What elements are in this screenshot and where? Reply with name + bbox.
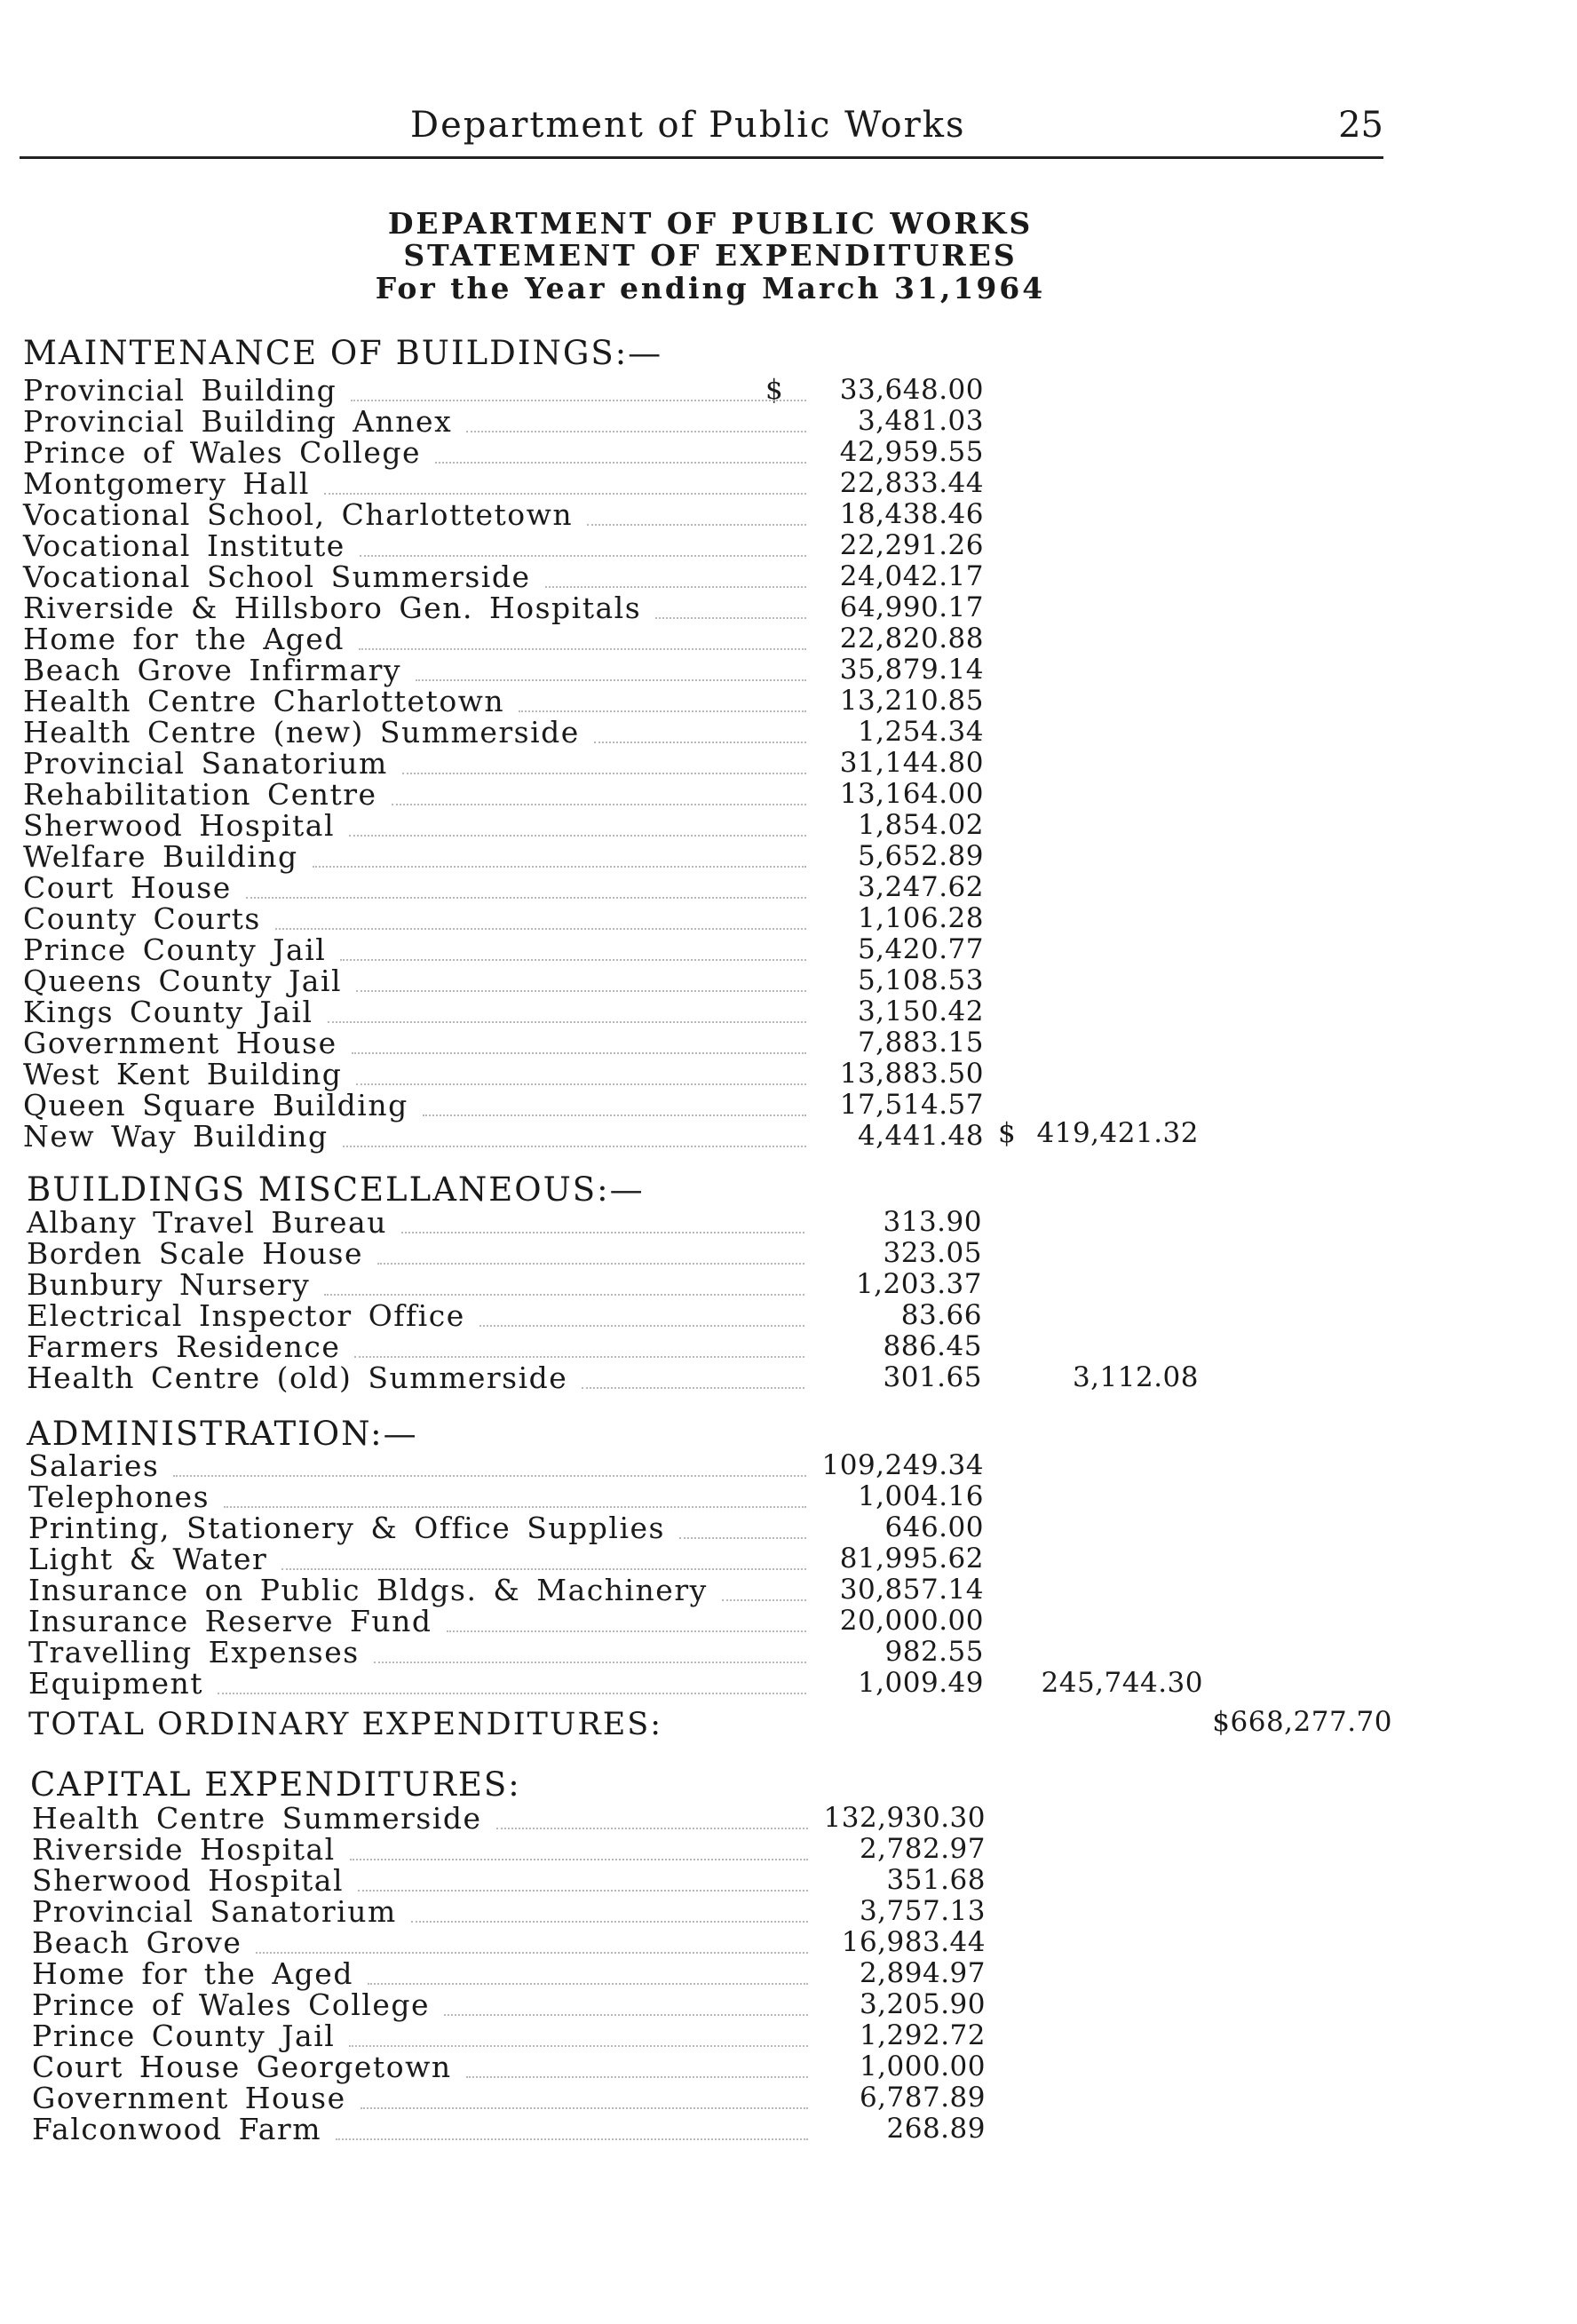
maintenance-item-amount: 42,959.55 <box>839 436 984 468</box>
dot-leader <box>360 555 806 557</box>
admin-item-amount: 646.00 <box>884 1511 984 1543</box>
dot-leader <box>350 1859 808 1860</box>
admin-row <box>0 1512 1577 1543</box>
capital-item-amount: 351.68 <box>886 1864 986 1896</box>
dot-leader <box>349 2045 808 2047</box>
maintenance-row <box>0 592 1577 623</box>
dot-leader <box>444 2014 808 2016</box>
page-number: 25 <box>1338 105 1383 146</box>
misc-item-label: Health Centre (old) Summerside <box>27 1360 568 1395</box>
misc-item-amount: 886.45 <box>883 1330 982 1362</box>
admin-row <box>0 1637 1577 1668</box>
capital-row <box>0 1927 1577 1958</box>
maintenance-item-amount: 4,441.48 <box>857 1120 984 1152</box>
capital-row <box>0 1896 1577 1927</box>
capital-row <box>0 2114 1577 2145</box>
admin-row <box>0 1668 1577 1699</box>
misc-row <box>0 1362 1577 1393</box>
title-line-statement: STATEMENT OF EXPENDITURES <box>403 238 1018 273</box>
maintenance-row <box>0 561 1577 592</box>
maintenance-row <box>0 1090 1577 1121</box>
maintenance-item-label: Queens County Jail <box>23 964 343 998</box>
dot-leader <box>416 679 806 681</box>
maintenance-row <box>0 654 1577 686</box>
maintenance-item-amount: 5,108.53 <box>857 964 984 996</box>
maintenance-item-label: Kings County Jail <box>23 995 313 1029</box>
maintenance-item-amount: 22,833.44 <box>839 467 984 499</box>
maintenance-item-amount: 22,291.26 <box>839 529 984 561</box>
maintenance-row <box>0 1059 1577 1090</box>
maintenance-item-amount: 3,481.03 <box>857 405 984 437</box>
maintenance-row <box>0 623 1577 654</box>
admin-item-amount: 81,995.62 <box>839 1543 984 1574</box>
maintenance-row <box>0 1027 1577 1059</box>
admin-row <box>0 1574 1577 1606</box>
capital-item-amount: 3,205.90 <box>859 1988 986 2020</box>
maintenance-item-amount: 64,990.17 <box>839 591 984 623</box>
maintenance-subtotal-dollar: $ <box>998 1117 1016 1149</box>
dot-leader <box>354 1356 804 1358</box>
maintenance-item-amount: 13,883.50 <box>839 1058 984 1090</box>
admin-item-label: Salaries <box>28 1448 160 1483</box>
maintenance-item-label: Prince County Jail <box>23 932 327 967</box>
maintenance-row <box>0 903 1577 934</box>
maintenance-item-amount: 3,247.62 <box>857 871 984 903</box>
maintenance-item-amount: 13,210.85 <box>839 685 984 717</box>
admin-item-amount: 982.55 <box>884 1636 984 1668</box>
capital-row <box>0 2082 1577 2114</box>
dot-leader <box>402 773 806 774</box>
capital-item-amount: 132,930.30 <box>823 1802 986 1834</box>
maintenance-row <box>0 934 1577 965</box>
dot-leader <box>377 1263 804 1265</box>
dot-leader <box>313 866 806 868</box>
maintenance-item-amount: 17,514.57 <box>839 1089 984 1121</box>
misc-item-amount: 313.90 <box>883 1206 982 1238</box>
maintenance-subtotal: 419,421.32 <box>1036 1117 1199 1149</box>
maintenance-item-label: Health Centre Charlottetown <box>23 684 505 718</box>
capital-item-label: Prince of Wales College <box>32 1987 431 2022</box>
running-header <box>20 105 1383 158</box>
dot-leader <box>435 462 806 464</box>
dot-leader <box>281 1568 806 1570</box>
misc-item-label: Albany Travel Bureau <box>27 1205 387 1240</box>
misc-row <box>0 1238 1577 1269</box>
misc-item-label: Farmers Residence <box>27 1329 341 1364</box>
maintenance-row <box>0 530 1577 561</box>
dot-leader <box>340 959 806 961</box>
maintenance-item-amount: 31,144.80 <box>839 747 984 779</box>
maintenance-item-label: Queen Square Building <box>23 1088 408 1122</box>
maintenance-item-amount: 13,164.00 <box>839 778 984 810</box>
admin-row <box>0 1481 1577 1512</box>
maintenance-item-label: Government House <box>23 1026 337 1060</box>
capital-item-amount: 2,782.97 <box>859 1833 986 1865</box>
capital-item-label: Provincial Sanatorium <box>32 1894 397 1929</box>
admin-item-label: Insurance on Public Bldgs. & Machinery <box>28 1573 708 1607</box>
maintenance-item-amount: 7,883.15 <box>857 1027 984 1059</box>
maintenance-item-label: Vocational School, Charlottetown <box>23 497 574 532</box>
capital-row <box>0 1958 1577 1989</box>
admin-item-label: Insurance Reserve Fund <box>28 1604 432 1638</box>
capital-item-amount: 6,787.89 <box>859 2082 986 2114</box>
misc-item-label: Bunbury Nursery <box>27 1267 311 1302</box>
maintenance-item-label: Court House <box>23 870 232 905</box>
dot-leader <box>224 1506 806 1508</box>
misc-item-label: Borden Scale House <box>27 1236 363 1271</box>
admin-item-amount: 30,857.14 <box>839 1574 984 1606</box>
capital-item-amount: 1,292.72 <box>859 2019 986 2051</box>
maintenance-item-amount: 1,854.02 <box>857 809 984 841</box>
misc-subtotal: 3,112.08 <box>1072 1361 1199 1393</box>
misc-row <box>0 1300 1577 1331</box>
dot-leader <box>401 1232 804 1233</box>
capital-item-amount: 3,757.13 <box>859 1895 986 1927</box>
maintenance-item-amount: 3,150.42 <box>857 995 984 1027</box>
dot-leader <box>351 400 806 401</box>
dot-leader <box>356 1083 806 1085</box>
dot-leader <box>336 2138 808 2140</box>
misc-row <box>0 1331 1577 1362</box>
maintenance-row <box>0 406 1577 437</box>
maintenance-item-label: Welfare Building <box>23 839 298 874</box>
misc-row <box>0 1207 1577 1238</box>
capital-row <box>0 1989 1577 2020</box>
dot-leader <box>343 1146 806 1147</box>
capital-item-label: Health Centre Summerside <box>32 1801 482 1836</box>
capital-row <box>0 1834 1577 1865</box>
capital-item-label: Prince County Jail <box>32 2019 336 2053</box>
admin-item-label: Equipment <box>28 1666 203 1701</box>
dot-leader <box>352 1052 806 1054</box>
header-rule <box>20 156 1383 159</box>
maintenance-row <box>0 996 1577 1027</box>
misc-row <box>0 1269 1577 1300</box>
capital-item-label: Court House Georgetown <box>32 2050 452 2084</box>
dot-leader <box>275 928 806 930</box>
total-ordinary-amount: $668,277.70 <box>1212 1706 1392 1738</box>
dot-leader <box>173 1475 806 1477</box>
running-title: Department of Public Works <box>410 105 966 146</box>
section-heading-capital: CAPITAL EXPENDITURES: <box>30 1765 521 1804</box>
dot-leader <box>423 1114 806 1116</box>
maintenance-row <box>0 437 1577 468</box>
maintenance-item-label: Vocational Institute <box>23 528 345 563</box>
maintenance-item-amount: 5,652.89 <box>857 840 984 872</box>
misc-item-label: Electrical Inspector Office <box>27 1298 465 1333</box>
dot-leader <box>356 990 806 992</box>
dot-leader <box>328 1021 806 1023</box>
dot-leader <box>246 897 806 899</box>
maintenance-row <box>0 468 1577 499</box>
maintenance-row <box>0 717 1577 748</box>
maintenance-row <box>0 748 1577 779</box>
dot-leader <box>324 493 806 495</box>
capital-item-amount: 268.89 <box>886 2113 986 2145</box>
maintenance-row <box>0 375 1577 406</box>
capital-item-amount: 1,000.00 <box>859 2050 986 2082</box>
dot-leader <box>368 1983 808 1985</box>
capital-row <box>0 1803 1577 1834</box>
capital-row <box>0 2020 1577 2051</box>
maintenance-item-label: Home for the Aged <box>23 622 345 656</box>
admin-item-amount: 20,000.00 <box>839 1605 984 1637</box>
maintenance-item-label: Provincial Building <box>23 373 337 408</box>
capital-item-label: Beach Grove <box>32 1925 242 1960</box>
maintenance-dollar-sign: $ <box>765 374 783 406</box>
section-heading-maintenance: MAINTENANCE OF BUILDINGS:— <box>23 334 663 372</box>
capital-item-label: Home for the Aged <box>32 1956 353 1991</box>
maintenance-row <box>0 1121 1577 1152</box>
admin-row <box>0 1450 1577 1481</box>
admin-row <box>0 1606 1577 1637</box>
maintenance-item-amount: 1,254.34 <box>857 716 984 748</box>
maintenance-item-label: Rehabilitation Centre <box>23 777 377 812</box>
maintenance-item-label: Sherwood Hospital <box>23 808 336 843</box>
misc-item-amount: 1,203.37 <box>855 1268 982 1300</box>
misc-item-amount: 301.65 <box>883 1361 982 1393</box>
capital-item-amount: 16,983.44 <box>841 1926 986 1958</box>
title-line-year: For the Year ending March 31,1964 <box>375 271 1046 305</box>
maintenance-item-label: New Way Building <box>23 1119 329 1154</box>
maintenance-row <box>0 779 1577 810</box>
maintenance-item-label: Riverside & Hillsboro Gen. Hospitals <box>23 591 642 625</box>
dot-leader <box>349 835 806 837</box>
dot-leader <box>358 1890 808 1892</box>
maintenance-item-amount: 24,042.17 <box>839 560 984 592</box>
total-ordinary-label: TOTAL ORDINARY EXPENDITURES: <box>28 1707 663 1742</box>
capital-row <box>0 1865 1577 1896</box>
maintenance-item-label: Montgomery Hall <box>23 466 310 501</box>
title-line-department: DEPARTMENT OF PUBLIC WORKS <box>387 206 1034 241</box>
maintenance-row <box>0 872 1577 903</box>
admin-subtotal: 245,744.30 <box>1041 1667 1203 1699</box>
maintenance-item-amount: 35,879.14 <box>839 654 984 686</box>
maintenance-row <box>0 841 1577 872</box>
maintenance-item-amount: 18,438.46 <box>839 498 984 530</box>
maintenance-row <box>0 965 1577 996</box>
maintenance-row <box>0 686 1577 717</box>
capital-item-label: Riverside Hospital <box>32 1832 336 1867</box>
capital-item-label: Falconwood Farm <box>32 2112 321 2146</box>
admin-item-label: Light & Water <box>28 1542 268 1576</box>
maintenance-item-label: West Kent Building <box>23 1057 343 1091</box>
admin-item-amount: 109,249.34 <box>821 1449 984 1481</box>
dot-leader <box>218 1693 806 1694</box>
dot-leader <box>359 648 806 650</box>
admin-item-label: Printing, Stationery & Office Supplies <box>28 1511 665 1545</box>
dot-leader <box>392 804 806 805</box>
capital-row <box>0 2051 1577 2082</box>
admin-item-amount: 1,009.49 <box>857 1667 984 1699</box>
maintenance-item-amount: 22,820.88 <box>839 623 984 654</box>
dot-leader <box>256 1952 808 1954</box>
maintenance-item-label: Prince of Wales College <box>23 435 422 470</box>
maintenance-item-label: County Courts <box>23 901 261 936</box>
admin-item-label: Travelling Expenses <box>28 1635 360 1670</box>
maintenance-item-amount: 5,420.77 <box>857 933 984 965</box>
section-heading-admin: ADMINISTRATION:— <box>27 1415 418 1453</box>
admin-row <box>0 1543 1577 1574</box>
maintenance-item-amount: 33,648.00 <box>839 374 984 406</box>
capital-item-label: Government House <box>32 2081 346 2115</box>
dot-leader <box>411 1921 808 1923</box>
maintenance-item-amount: 1,106.28 <box>857 902 984 934</box>
capital-item-label: Sherwood Hospital <box>32 1863 345 1898</box>
maintenance-row <box>0 810 1577 841</box>
admin-item-label: Telephones <box>28 1479 210 1514</box>
maintenance-item-label: Provincial Sanatorium <box>23 746 388 781</box>
dot-leader <box>324 1294 804 1296</box>
maintenance-row <box>0 499 1577 530</box>
maintenance-item-label: Provincial Building Annex <box>23 404 453 439</box>
dot-leader <box>374 1662 806 1663</box>
section-heading-misc: BUILDINGS MISCELLANEOUS:— <box>27 1170 645 1209</box>
maintenance-item-label: Beach Grove Infirmary <box>23 653 402 687</box>
maintenance-item-label: Vocational School Summerside <box>23 559 531 594</box>
admin-item-amount: 1,004.16 <box>857 1480 984 1512</box>
misc-item-amount: 323.05 <box>883 1237 982 1269</box>
misc-item-amount: 83.66 <box>900 1299 982 1331</box>
dot-leader <box>361 2107 808 2109</box>
capital-item-amount: 2,894.97 <box>859 1957 986 1989</box>
maintenance-item-label: Health Centre (new) Summerside <box>23 715 580 750</box>
